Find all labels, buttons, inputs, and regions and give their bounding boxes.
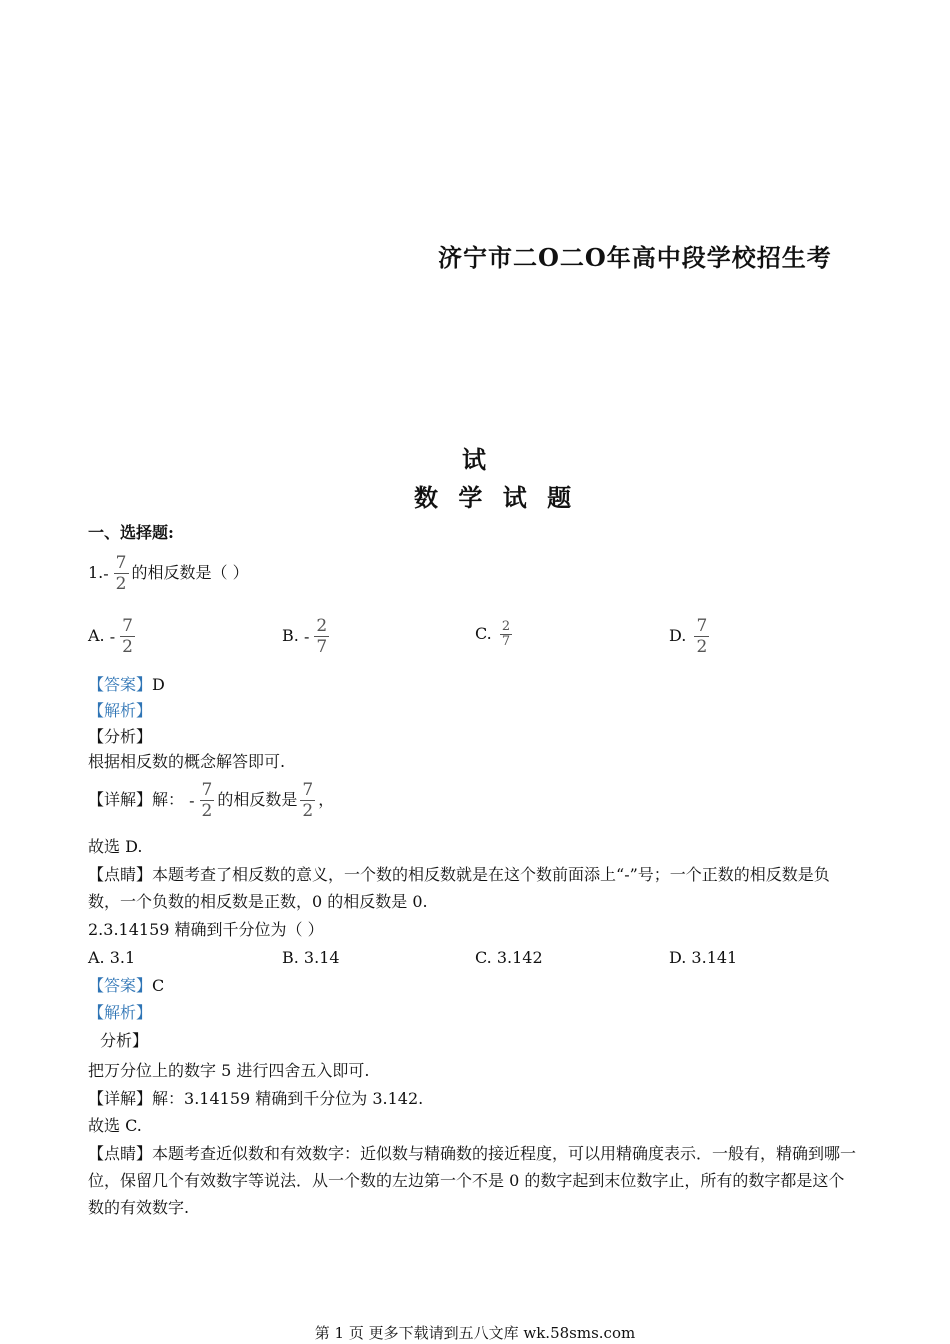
comment-text: 本题考查近似数和有效数字：近似数与精确数的接近程度，可以用精确度表示．一般有，精确到哪一位，保留几个有效数字等说法．从一个数的左边第一个不是 0 的数字起到末位数字止，所有的数字都是这个数的有效数字. (88, 1144, 857, 1217)
detail-line (88, 780, 334, 821)
fraction-denominator: 2 (696, 637, 708, 657)
comment-paragraph (88, 861, 858, 915)
fraction (300, 780, 315, 821)
fraction-numerator: 7 (115, 553, 127, 573)
option-label: B. (282, 626, 299, 645)
minus-sign: - (109, 626, 116, 646)
answer-value: C (152, 976, 165, 995)
fraction (694, 616, 709, 657)
page-subtitle: 数 学 试 题 (414, 483, 578, 512)
comment-text: 本题考查了相反数的意义，一个数的相反数就是在这个数前面添上“-”号；一个正数的相反数是负数，一个负数的相反数是正数，0 的相反数是 0. (88, 865, 830, 911)
fraction (500, 620, 512, 649)
detail-end: ， (318, 790, 335, 809)
fraction-numerator: 7 (302, 780, 314, 800)
fraction (314, 616, 329, 657)
fraction-numerator: 7 (122, 616, 133, 636)
detail-tag: 【详解】 (88, 1089, 153, 1108)
answer-tag: 【答案】 (88, 976, 153, 995)
fraction (114, 553, 129, 594)
fraction (200, 780, 215, 821)
option-label: A. (88, 626, 105, 645)
fenxi-tag: 【分析】 (88, 727, 153, 746)
fraction-numerator: 2 (501, 619, 511, 634)
fraction-denominator: 2 (302, 801, 314, 821)
answer-line (88, 675, 165, 695)
fraction-denominator: 2 (122, 637, 133, 657)
fraction-numerator: 2 (316, 616, 328, 636)
comment-paragraph (88, 1140, 858, 1221)
question-number: 1. (88, 563, 104, 582)
fenxi-tag: 分析】 (100, 1031, 149, 1050)
detail-tag: 【详解】 (88, 790, 153, 809)
question-2-stem: 2.3.14159 精确到千分位为（ ） (88, 920, 324, 939)
page-title-continued: 试 (462, 445, 486, 474)
option-c: C. 3.142 (475, 948, 543, 967)
answer-line (88, 976, 164, 996)
fraction-denominator: 2 (115, 574, 127, 594)
fraction (120, 616, 135, 657)
answer-tag: 【答案】 (88, 675, 153, 694)
minus-sign: - (303, 626, 310, 646)
fenxi-text: 根据相反数的概念解答即可. (88, 752, 286, 771)
option-b: B. 3.14 (282, 948, 340, 967)
comment-tag: 【点睛】 (88, 865, 153, 884)
detail-text: 的相反数是 (217, 790, 298, 809)
choose-line: 故选 D. (88, 837, 143, 856)
option-a (88, 616, 138, 657)
section-heading: 一、选择题: (88, 523, 174, 542)
option-label: C. (475, 624, 492, 643)
option-label: D. (669, 626, 687, 645)
option-d: D. 3.141 (669, 948, 738, 967)
answer-value: D (152, 675, 165, 694)
question-text: 的相反数是（ ） (131, 563, 249, 582)
minus-sign: - (189, 790, 195, 810)
comment-tag: 【点睛】 (88, 1144, 153, 1163)
page-footer: 第 1 页 更多下载请到五八文库 wk.58sms.com (314, 1324, 636, 1342)
analysis-tag: 【解析】 (88, 1003, 153, 1022)
detail-text: 解：3.14159 精确到千分位为 3.142. (152, 1089, 424, 1108)
analysis-tag: 【解析】 (88, 701, 153, 720)
fraction-numerator: 7 (696, 616, 708, 636)
fraction-denominator: 7 (501, 634, 511, 649)
option-d (669, 616, 712, 657)
minus-sign: - (103, 563, 109, 583)
detail-line (88, 1089, 423, 1109)
page-title: 济宁市二O二O年高中段学校招生考 (438, 243, 832, 272)
option-a: A. 3.1 (88, 948, 136, 967)
detail-prefix: 解： (152, 790, 185, 809)
option-c (475, 620, 515, 649)
fraction-denominator: 2 (201, 801, 213, 821)
question-1-stem (88, 553, 249, 594)
fraction-denominator: 7 (316, 637, 328, 657)
fraction-numerator: 7 (201, 780, 213, 800)
option-b (282, 616, 332, 657)
choose-line: 故选 C. (88, 1116, 142, 1135)
fenxi-text: 把万分位上的数字 5 进行四舍五入即可. (88, 1061, 370, 1080)
